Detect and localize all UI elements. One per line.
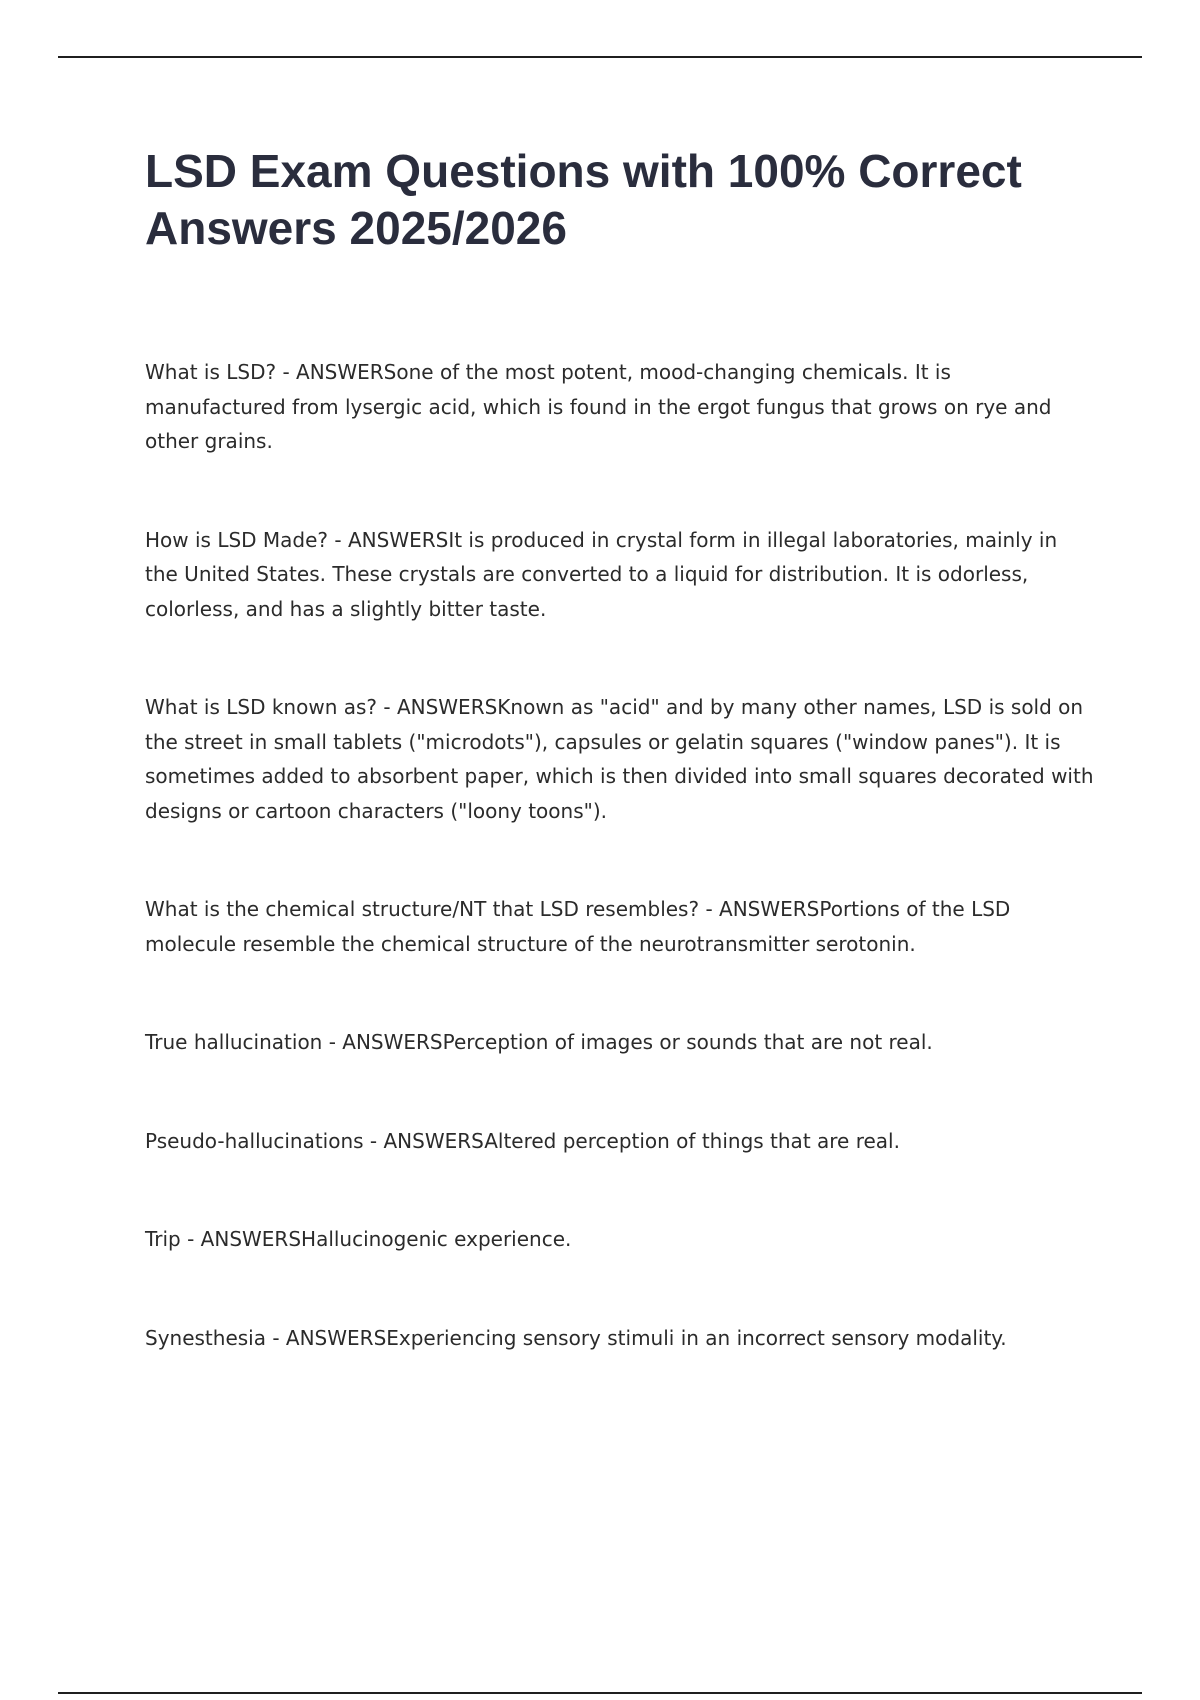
qa-item-true-hallucination: True hallucination - ANSWERSPerception of images or sounds that are not real. xyxy=(145,1030,933,1054)
bottom-rule xyxy=(58,1692,1142,1694)
qa-item-chemical-structure: What is the chemical structure/NT that LSD resembles? - ANSWERSPortions of the LSD molecule resemble the chemical structure of the neurotransmitter serotonin. xyxy=(145,897,1011,956)
page-title: LSD Exam Questions with 100% Correct Answers 2025/2026 xyxy=(145,145,1022,254)
qa-item-trip: Trip - ANSWERSHallucinogenic experience. xyxy=(145,1227,572,1251)
top-rule xyxy=(58,56,1142,58)
qa-item-lsd-definition: What is LSD? - ANSWERSone of the most potent, mood-changing chemicals. It is manufactured from lysergic acid, which is found in the ergot fungus that grows on rye and other grains. xyxy=(145,360,1052,453)
qa-item-lsd-made: How is LSD Made? - ANSWERSIt is produced in crystal form in illegal laboratories, mainly in the United States. These crystals are converted to a liquid for distribution. It is odorless, colorless, and has a slightly bitter taste. xyxy=(145,527,1058,621)
qa-item-synesthesia: Synesthesia - ANSWERSExperiencing sensory stimuli in an incorrect sensory modality. xyxy=(145,1325,1007,1350)
qa-item-pseudo-hallucinations: Pseudo-hallucinations - ANSWERSAltered perception of things that are real. xyxy=(145,1128,900,1153)
qa-list xyxy=(145,355,1095,1355)
qa-item-lsd-known-as: What is LSD known as? - ANSWERSKnown as "acid" and by many other names, LSD is sold on the street in small tablets ("microdots"), capsules or gelatin squares ("window panes"). It is sometimes added to absorbent paper, which is then divided into small squares decorated with designs or cartoon characters ("loony toons"). xyxy=(145,695,1094,823)
